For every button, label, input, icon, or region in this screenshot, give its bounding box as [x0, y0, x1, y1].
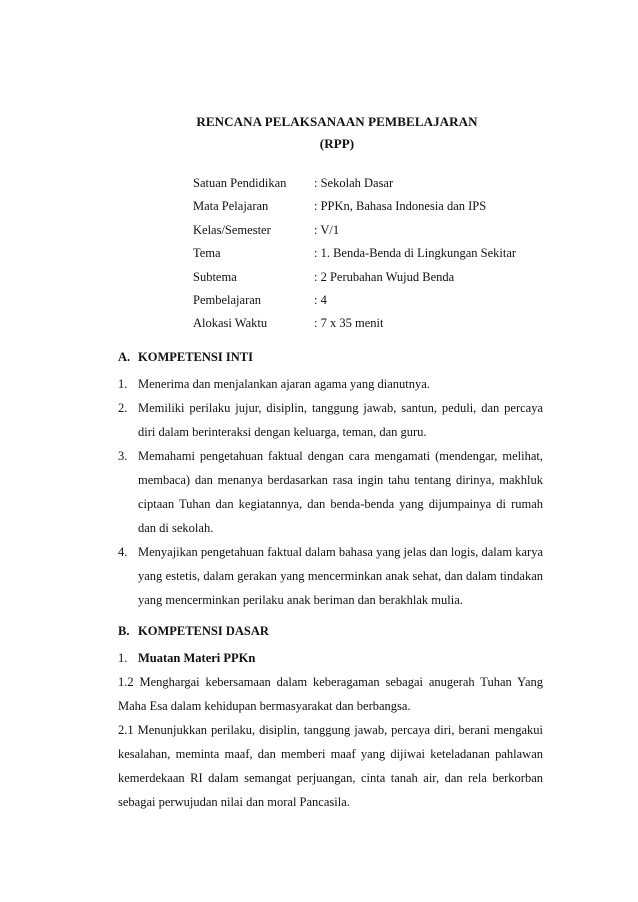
item-number: 1. [118, 377, 128, 391]
section-heading-text: KOMPETENSI DASAR [138, 624, 269, 638]
identity-value: : V/1 [314, 222, 340, 237]
section-heading [118, 624, 543, 646]
section-letter: B. [118, 624, 130, 638]
identity-label: Subtema [193, 269, 237, 284]
identity-label: Mata Pelajaran [193, 199, 269, 214]
item-number: 4. [118, 545, 128, 559]
section-heading-text: KOMPETENSI INTI [138, 350, 253, 364]
identity-label: Tema [193, 246, 221, 261]
identity-label: Alokasi Waktu [193, 316, 268, 331]
identity-value: : 7 x 35 menit [314, 316, 384, 331]
identity-value: : 2 Perubahan Wujud Benda [314, 269, 455, 284]
subsection-heading [118, 646, 543, 670]
identity-value: : Sekolah Dasar [314, 176, 394, 190]
section-heading [118, 350, 543, 372]
item-number: 2. [118, 401, 128, 415]
paragraph: 2.1 Menunjukkan perilaku, disiplin, tanggung jawab, percaya diri, berani mengakui kesalahan, meminta maaf, dan memberi maaf yang dijiwai keteladanan pahlawan kemerdekaan RI dalam semangat perjuangan, cinta tanah air, dan rela berkorban sebagai perwujudan nilai dan moral Pancasila. [118, 723, 543, 809]
item-number: 3. [118, 449, 128, 463]
list-item [118, 444, 543, 540]
identity-value: : 1. Benda-Benda di Lingkungan Sekitar [314, 246, 517, 261]
item-text: Menyajikan pengetahuan faktual dalam bahasa yang jelas dan logis, dalam karya yang estetis, dalam gerakan yang mencerminkan anak sehat, dan dalam tindakan yang mencerminkan perilaku anak beriman dan berakhlak mulia. [138, 545, 543, 607]
section-letter: A. [118, 350, 131, 364]
list-item [118, 396, 543, 444]
section-kompetensi-dasar [118, 624, 543, 814]
item-text: Memahami pengetahuan faktual dengan cara mengamati (mendengar, melihat, membaca) dan menanya berdasarkan rasa ingin tahu tentang dirinya, makhluk ciptaan Tuhan dan kegiatannya, dan benda-benda yang dijumpainya di rumah dan di sekolah. [138, 449, 543, 535]
document-subtitle: (RPP) [319, 136, 355, 151]
section-kompetensi-inti [118, 350, 543, 612]
list-item [118, 540, 543, 612]
paragraph: 1.2 Menghargai kebersamaan dalam keberagaman sebagai anugerah Tuhan Yang Maha Esa dalam kehidupan bermasyarakat dan berbangsa. [118, 675, 543, 713]
subsection-number: 1. [118, 651, 128, 665]
identity-label: Pembelajaran [193, 292, 262, 307]
identity-label: Satuan Pendidikan [193, 176, 287, 190]
item-text: Menerima dan menjalankan ajaran agama yang dianutnya. [138, 377, 430, 391]
identity-value: : 4 [314, 292, 327, 307]
identity-value: : PPKn, Bahasa Indonesia dan IPS [314, 199, 487, 214]
document-title: RENCANA PELAKSANAAN PEMBELAJARAN [196, 114, 478, 129]
list-item [118, 372, 543, 396]
subsection-title: Muatan Materi PPKn [138, 651, 256, 665]
identity-label: Kelas/Semester [193, 222, 271, 237]
item-text: Memiliki perilaku jujur, disiplin, tanggung jawab, santun, peduli, dan percaya diri dalam berinteraksi dengan keluarga, teman, dan guru. [138, 401, 543, 439]
